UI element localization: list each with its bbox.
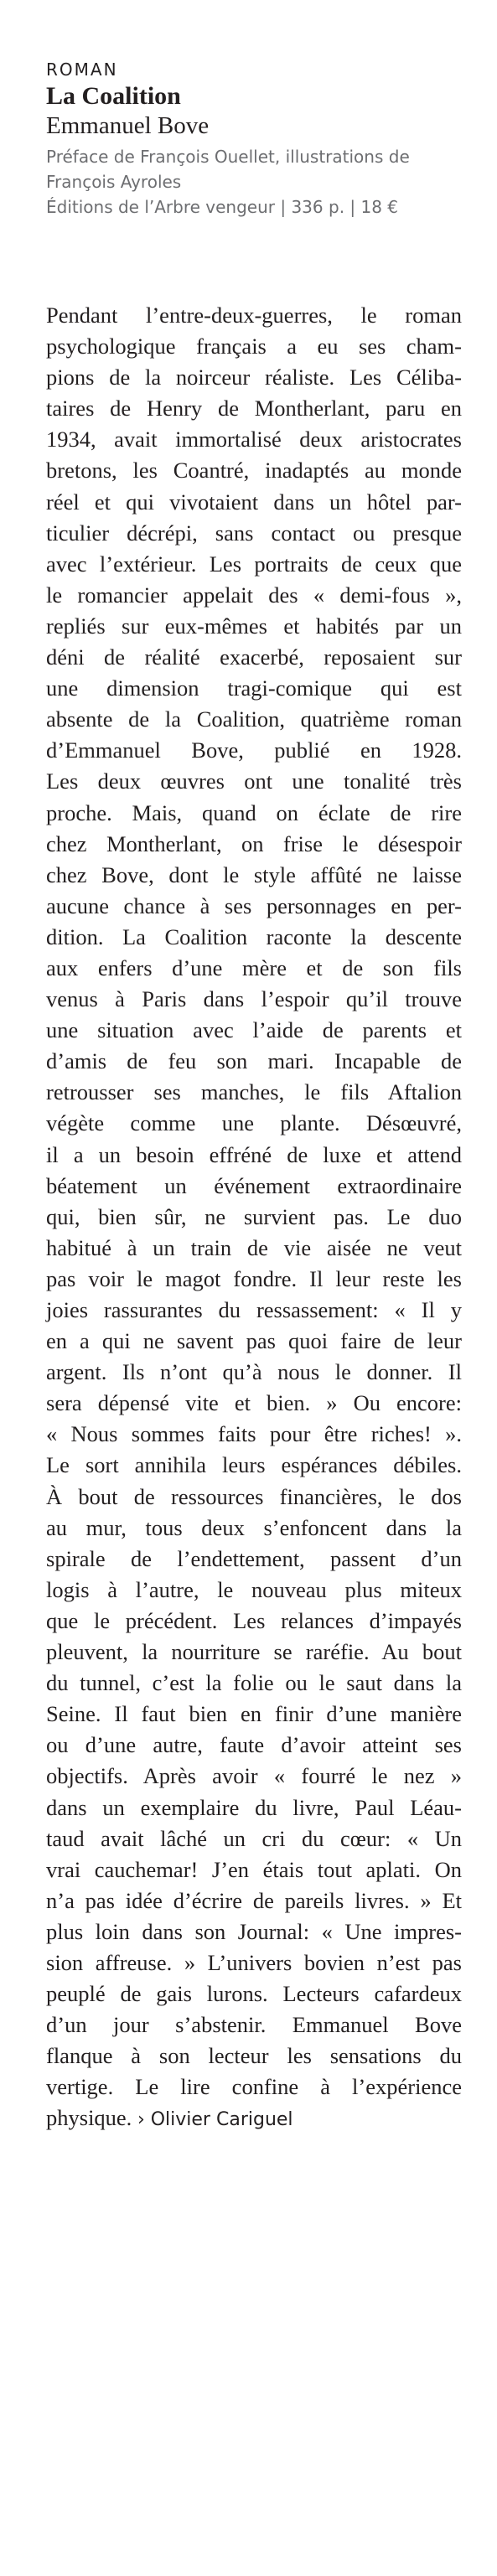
- review-line: du tunnel, c’est la folie ou le saut dans la: [46, 1670, 462, 1696]
- review-line: objectifs. Après avoir « fourré le nez »: [46, 1763, 462, 1789]
- review-line: au mur, tous deux s’enfoncent dans la: [46, 1514, 462, 1540]
- review-line: une situation avec l’aide de parents et: [46, 1017, 462, 1043]
- review-line: joies rassurantes du ressassement: « Il y: [46, 1297, 462, 1322]
- book-credits: [46, 144, 465, 220]
- review-line: repliés sur eux-mêmes et habités par un: [46, 613, 462, 639]
- review-line: sera dépensé vite et bien. » Ou encore:: [46, 1390, 462, 1416]
- review-line: déni de réalité exacerbé, reposaient sur: [46, 644, 462, 670]
- review-line: d’Emmanuel Bove, publié en 1928.: [46, 737, 462, 763]
- review-line: aux enfers d’une mère et de son fils: [46, 954, 462, 980]
- review-line: bretons, les Coantré, inadaptés au monde: [46, 458, 462, 484]
- review-line: À bout de ressources financières, le dos: [46, 1483, 462, 1509]
- book-author: Emmanuel Bove: [46, 112, 210, 139]
- review-line: en a qui ne savent pas quoi faire de leur: [46, 1328, 462, 1354]
- review-line: plus loin dans son Journal: « Une impres-: [46, 1918, 462, 1944]
- review-line: n’a pas idée d’écrire de pareils livres. » Et: [46, 1887, 462, 1913]
- review-line: spirale de l’endettement, passent d’un: [46, 1545, 462, 1571]
- review-line: 1934, avait immortalisé deux aristocrates: [46, 427, 462, 453]
- book-title: La Coalition: [46, 82, 181, 110]
- review-line: d’amis de feu son mari. Incapable de: [46, 1048, 462, 1074]
- review-line: Seine. Il faut bien en finir d’une manière: [46, 1701, 462, 1727]
- review-line: proche. Mais, quand on éclate de rire: [46, 799, 462, 825]
- review-line: physique. › Olivier Cariguel: [46, 2105, 293, 2131]
- review-line: psychologique français a eu ses cham-: [46, 334, 462, 360]
- review-line: ticulier décrépi, sans contact ou presque: [46, 520, 462, 546]
- review-line: pleuvent, la nourriture se raréfie. Au bout: [46, 1639, 462, 1665]
- review-line: sion affreuse. » L’univers bovien n’est pas: [46, 1949, 462, 1975]
- review-line: habitué à un train de vie aisée ne veut: [46, 1234, 462, 1260]
- review-line: vrai cauchemar! J’en étais tout aplati. On: [46, 1856, 462, 1882]
- review-line: Le sort annihila leurs espérances débiles.: [46, 1452, 462, 1478]
- review-line: argent. Ils n’ont qu’à nous le donner. Il: [46, 1359, 462, 1385]
- review-line: béatement un événement extraordinaire: [46, 1172, 462, 1198]
- review-line: dition. La Coalition raconte la descente: [46, 923, 462, 949]
- credits-line-1: Préface de François Ouellet, illustrations de: [46, 147, 410, 167]
- review-signature: › Olivier Cariguel: [137, 2109, 293, 2131]
- review-line: d’un jour s’abstenir. Emmanuel Bove: [46, 2012, 462, 2038]
- review-line: chez Montherlant, on frise le désespoir: [46, 830, 462, 856]
- publisher-info: Éditions de l’Arbre vengeur | 336 p. | 18 €: [46, 197, 399, 217]
- credits-line-2: François Ayroles: [46, 172, 182, 192]
- review-line: qui, bien sûr, ne survient pas. Le duo: [46, 1203, 462, 1229]
- review-body: [46, 300, 462, 2136]
- review-line: Pendant l’entre-deux-guerres, le roman: [46, 303, 462, 328]
- review-line: réel et qui vivotaient dans un hôtel par-: [46, 489, 462, 515]
- review-line: absente de la Coalition, quatrième roman: [46, 706, 462, 732]
- review-line: végète comme une plante. Désœuvré,: [46, 1110, 462, 1136]
- article-header: [46, 59, 465, 220]
- review-line: avec l’extérieur. Les portraits de ceux que: [46, 551, 462, 577]
- review-line: le romancier appelait des « demi-fous »,: [46, 582, 462, 608]
- review-line: taires de Henry de Montherlant, paru en: [46, 396, 462, 422]
- review-line: taud avait lâché un cri du cœur: « Un: [46, 1825, 462, 1851]
- section-kicker: ROMAN: [46, 59, 118, 80]
- review-line: dans un exemplaire du livre, Paul Léau-: [46, 1794, 462, 1820]
- review-line: flanque à son lecteur les sensations du: [46, 2043, 462, 2069]
- review-line: chez Bove, dont le style affûté ne laisse: [46, 861, 462, 887]
- review-line: retrousser ses manches, le fils Aftalion: [46, 1079, 462, 1105]
- review-line: ou d’une autre, faute d’avoir atteint ses: [46, 1732, 462, 1758]
- review-line: pas voir le magot fondre. Il leur reste les: [46, 1265, 462, 1291]
- review-line: pions de la noirceur réaliste. Les Céliba-: [46, 365, 462, 391]
- review-line: venus à Paris dans l’espoir qu’il trouve: [46, 986, 462, 1012]
- review-line: Les deux œuvres ont une tonalité très: [46, 768, 462, 794]
- review-line: une dimension tragi-comique qui est: [46, 675, 462, 701]
- review-line: vertige. Le lire confine à l’expérience: [46, 2074, 462, 2100]
- review-line: « Nous sommes faits pour être riches! ».: [46, 1421, 462, 1447]
- review-line: peuplé de gais lurons. Lecteurs cafardeux: [46, 1981, 462, 2007]
- review-line: que le précédent. Les relances d’impayés: [46, 1607, 462, 1633]
- review-line: il a un besoin effréné de luxe et attend: [46, 1141, 462, 1167]
- review-line: aucune chance à ses personnages en per-: [46, 892, 462, 918]
- review-line: logis à l’autre, le nouveau plus miteux: [46, 1576, 462, 1602]
